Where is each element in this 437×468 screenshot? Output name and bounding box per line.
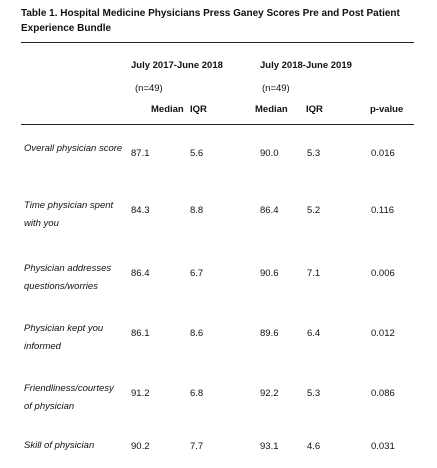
pvalue-header: p-value: [370, 104, 404, 115]
cell-post-iqr: 5.3: [307, 388, 321, 399]
row-label: Overall physician score: [24, 143, 123, 154]
subheader-pre-median: Median: [151, 104, 184, 115]
cell-pre-iqr: 5.6: [190, 148, 204, 159]
cell-post-median: 89.6: [260, 328, 279, 339]
cell-pre-median: 87.1: [131, 148, 150, 159]
row-label: Physician kept you informed: [24, 323, 104, 352]
subheader-post-iqr: IQR: [306, 104, 323, 115]
table-top-rule: [21, 42, 414, 43]
cell-pre-median: 84.3: [131, 205, 150, 216]
cell-pre-iqr: 6.7: [190, 268, 204, 279]
cell-pre-median: 86.1: [131, 328, 150, 339]
period-header-post: July 2018-June 2019: [260, 60, 352, 71]
period-n-pre: (n=49): [135, 83, 163, 94]
period-n-post: (n=49): [262, 83, 290, 94]
cell-post-iqr: 6.4: [307, 328, 321, 339]
cell-post-iqr: 5.3: [307, 148, 321, 159]
cell-pre-median: 86.4: [131, 268, 150, 279]
cell-p-value: 0.006: [371, 268, 395, 279]
cell-post-iqr: 7.1: [307, 268, 321, 279]
cell-p-value: 0.012: [371, 328, 395, 339]
table-header-rule: [21, 124, 414, 125]
cell-post-median: 86.4: [260, 205, 279, 216]
row-label: Physician addresses questions/worries: [24, 263, 112, 292]
cell-post-median: 93.1: [260, 441, 279, 452]
cell-p-value: 0.116: [371, 205, 395, 216]
cell-pre-iqr: 7.7: [190, 441, 204, 452]
cell-pre-iqr: 6.8: [190, 388, 204, 399]
subheader-pre-iqr: IQR: [190, 104, 207, 115]
cell-pre-iqr: 8.8: [190, 205, 204, 216]
cell-post-median: 90.0: [260, 148, 279, 159]
cell-p-value: 0.086: [371, 388, 395, 399]
table-caption: Table 1. Hospital Medicine Physicians Press Ganey Scores Pre and Post Patient Experience Bundle: [21, 8, 400, 34]
cell-pre-median: 91.2: [131, 388, 150, 399]
cell-p-value: 0.016: [371, 148, 395, 159]
subheader-post-median: Median: [255, 104, 288, 115]
cell-post-iqr: 5.2: [307, 205, 321, 216]
cell-pre-iqr: 8.6: [190, 328, 204, 339]
cell-pre-median: 90.2: [131, 441, 150, 452]
row-label: Friendliness/courtesy of physician: [24, 383, 114, 412]
cell-post-iqr: 4.6: [307, 441, 321, 452]
cell-post-median: 92.2: [260, 388, 279, 399]
row-label: Time physician spent with you: [24, 200, 114, 229]
cell-p-value: 0.031: [371, 441, 395, 452]
row-label: Skill of physician: [24, 440, 95, 451]
cell-post-median: 90.6: [260, 268, 279, 279]
period-header-pre: July 2017-June 2018: [131, 60, 223, 71]
